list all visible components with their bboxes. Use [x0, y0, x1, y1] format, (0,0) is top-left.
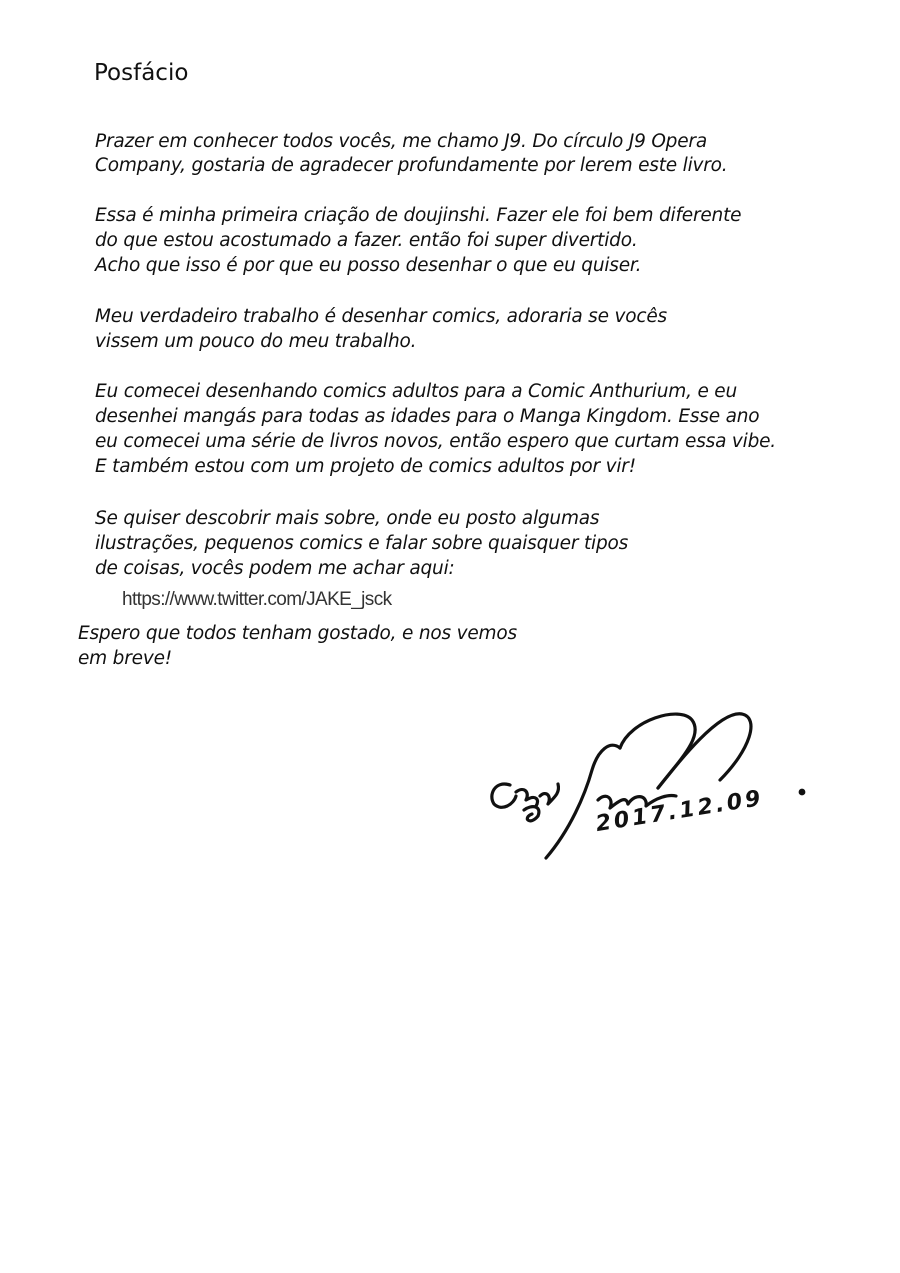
text-line: ilustrações, pequenos comics e falar sobre quaisquer tipos	[95, 533, 629, 554]
text-line: Se quiser descobrir mais sobre, onde eu posto algumas	[95, 508, 600, 529]
handwritten-signature	[480, 700, 820, 870]
text-line: vissem um pouco do meu trabalho.	[95, 331, 417, 352]
text-line: eu comecei uma série de livros novos, então espero que curtam essa vibe.	[95, 431, 776, 452]
text-line: Meu verdadeiro trabalho é desenhar comics, adoraria se vocês	[95, 306, 667, 327]
text-line: Company, gostaria de agradecer profundamente por lerem este livro.	[95, 155, 728, 176]
closing-line: em breve!	[78, 648, 172, 669]
text-line: E também estou com um projeto de comics adultos por vir!	[95, 456, 636, 477]
text-line: do que estou acostumado a fazer. então foi super divertido.	[95, 230, 638, 251]
closing-line: Espero que todos tenham gostado, e nos vemos	[78, 623, 517, 644]
page-title: Posfácio	[94, 60, 189, 86]
twitter-link[interactable]: https://www.twitter.com/JAKE_jsck	[122, 589, 392, 610]
text-line: desenhei mangás para todas as idades para o Manga Kingdom. Esse ano	[95, 406, 760, 427]
text-line: de coisas, vocês podem me achar aqui:	[95, 558, 455, 579]
text-line: Acho que isso é por que eu posso desenhar o que eu quiser.	[95, 255, 642, 276]
text-line: Prazer em conhecer todos vocês, me chamo J9. Do círculo J9 Opera	[95, 131, 707, 152]
signature-date: 2017.12.09	[594, 785, 766, 837]
text-line: Eu comecei desenhando comics adultos para a Comic Anthurium, e eu	[95, 381, 738, 402]
text-line: Essa é minha primeira criação de doujinshi. Fazer ele foi bem diferente	[95, 205, 742, 226]
